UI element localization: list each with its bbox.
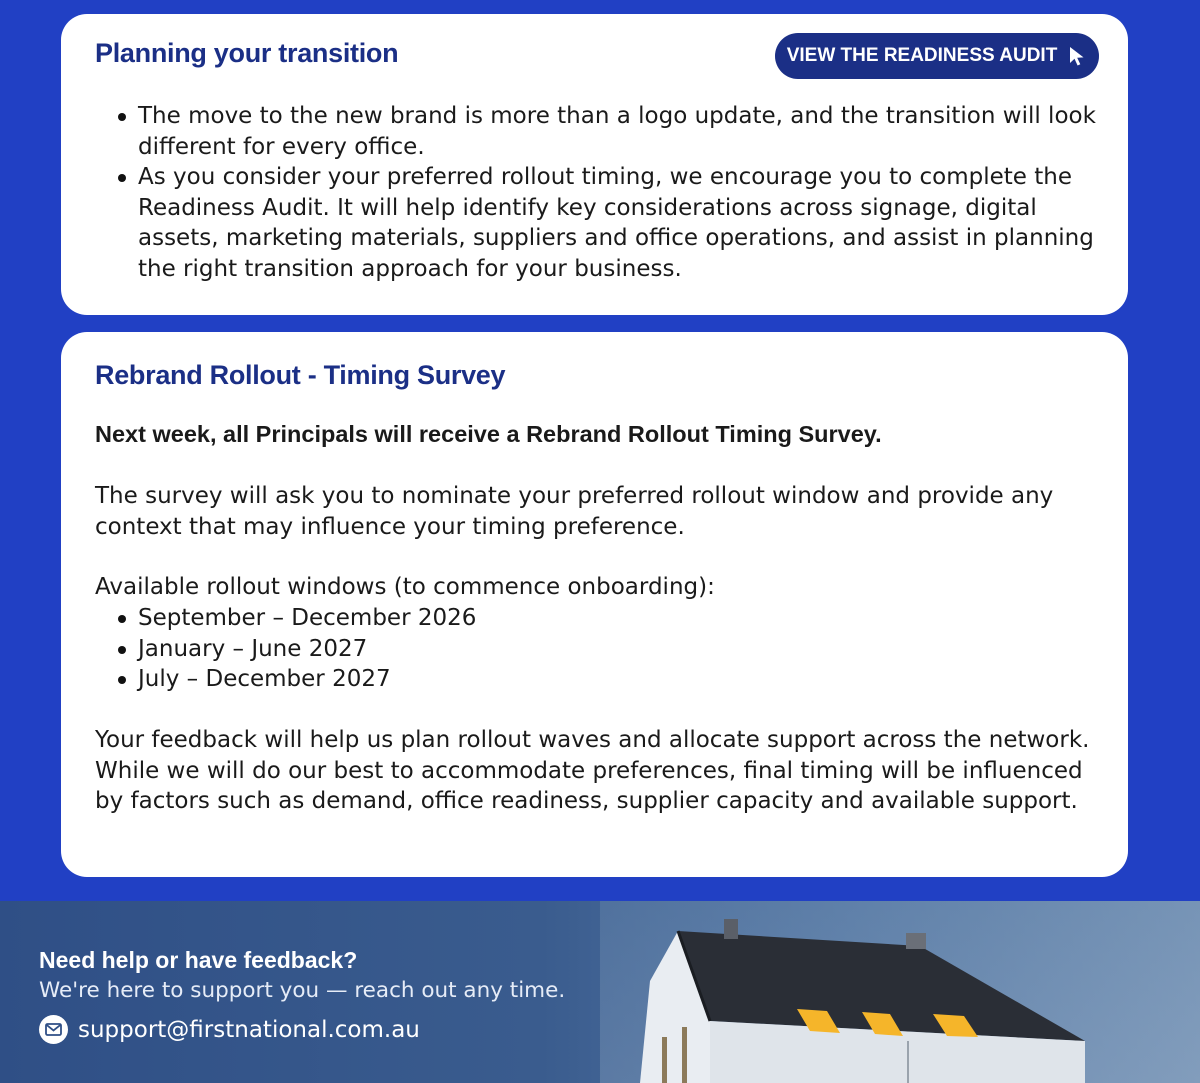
list-item: July – December 2027 [95,664,895,695]
footer-subheading: We're here to support you — reach out any time. [39,978,566,1003]
list-item: January – June 2027 [95,634,895,665]
survey-title: Rebrand Rollout - Timing Survey [95,360,506,390]
survey-announcement: Next week, all Principals will receive a Rebrand Rollout Timing Survey. [95,421,882,447]
cursor-icon [1067,45,1087,67]
view-readiness-audit-button[interactable] [775,33,1099,79]
footer-heading: Need help or have feedback? [39,947,358,973]
planning-bullet-list [95,101,1105,285]
support-email[interactable]: support@firstnational.com.au [78,1016,420,1043]
survey-feedback-note: Your feedback will help us plan rollout waves and allocate support across the network. While we will do our best to accommodate preferences, final timing will be influenced by factors such as demand, office readiness, supplier capacity and available support. [95,727,1090,815]
mail-icon [39,1015,68,1044]
survey-description: The survey will ask you to nominate your preferred rollout window and provide any context that may influence your timing preference. [95,483,1054,540]
house-photo [600,901,1200,1083]
planning-card [61,14,1128,315]
rollout-windows-list [95,603,895,695]
list-item: As you consider your preferred rollout timing, we encourage you to complete the Readiness Audit. It will help identify key considerations across signage, digital assets, marketing materials, suppliers and office operations, and assist in planning the right transition approach for your business. [95,162,1105,284]
rollout-windows-label: Available rollout windows (to commence onboarding): [95,574,715,600]
support-email-link[interactable] [39,1015,420,1044]
list-item: September – December 2026 [95,603,895,634]
planning-title: Planning your transition [95,38,399,68]
survey-card [61,332,1128,877]
support-footer [0,901,1200,1083]
audit-button-label: VIEW THE READINESS AUDIT [786,45,1058,66]
list-item: The move to the new brand is more than a logo update, and the transition will look different for every office. [95,101,1105,162]
